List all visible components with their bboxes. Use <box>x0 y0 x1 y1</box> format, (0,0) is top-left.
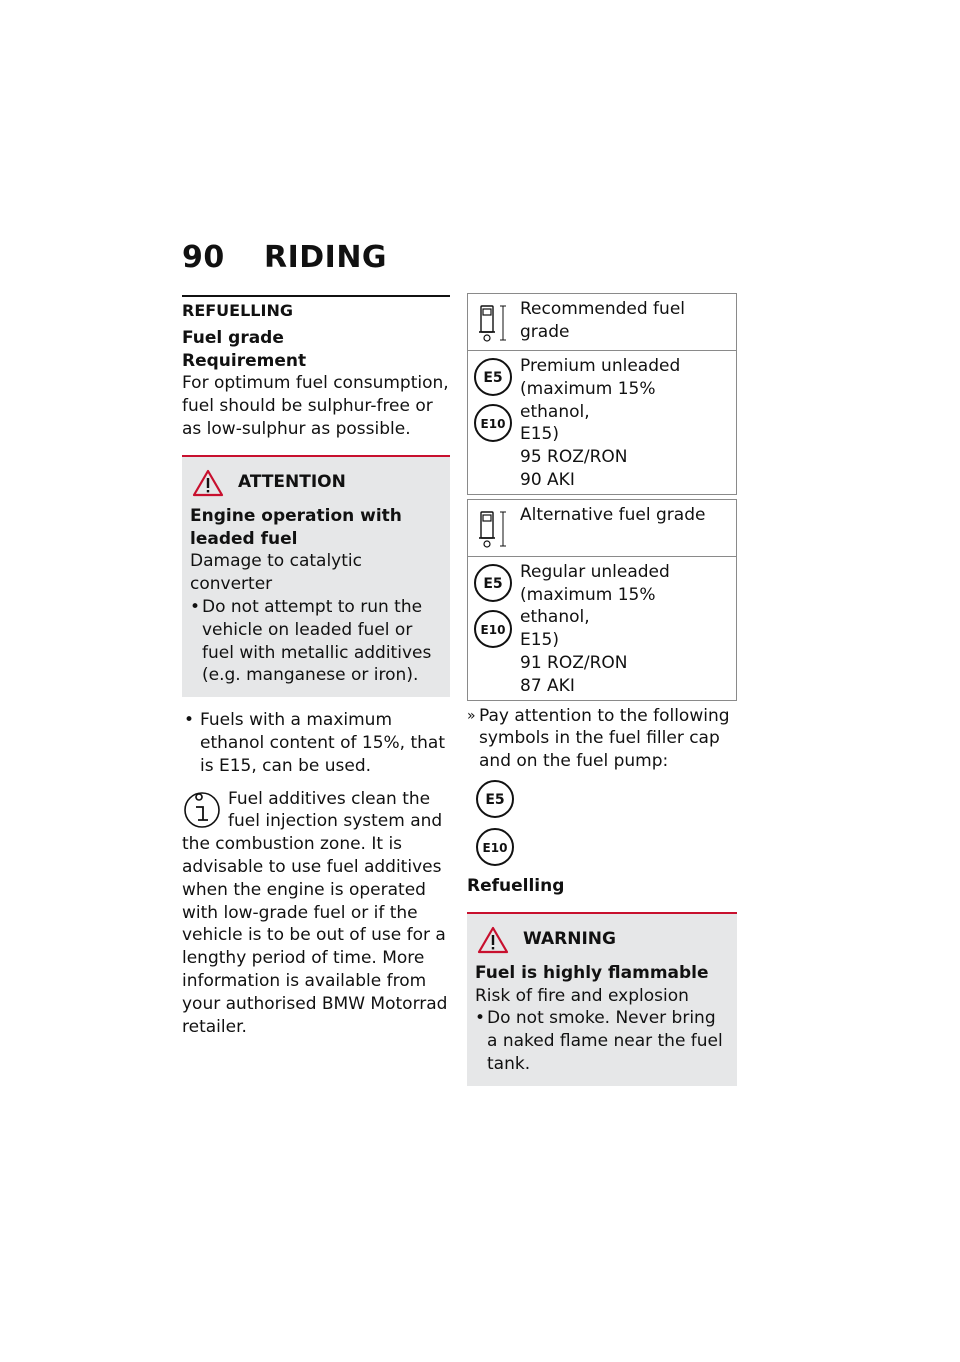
warning-triangle-icon <box>477 926 509 954</box>
requirement-label: Requirement <box>182 350 307 371</box>
spec-line: 87 AKI <box>520 675 575 696</box>
e10-badge-icon <box>473 403 513 443</box>
fuel-pump-icon <box>475 506 511 550</box>
warning-item: • Do not smoke. Never bring a naked flame near the fuel tank. <box>475 1007 729 1075</box>
spec-line: Premium unleaded <box>520 356 681 376</box>
e5-symbol-label: E5 <box>485 791 505 808</box>
spec-line: 95 ROZ/RON <box>520 447 628 468</box>
spec-line: 91 ROZ/RON <box>520 652 628 673</box>
chapter-title: RIDING <box>264 240 388 275</box>
right-column <box>467 293 737 1086</box>
alternative-fuel-table <box>467 499 737 701</box>
e10-symbol-icon <box>475 827 515 867</box>
attention-heading: Engine operation with leaded fuel <box>190 505 402 549</box>
section-title: REFUELLING <box>182 301 293 320</box>
attention-notice <box>182 455 450 697</box>
spec-line: 90 AKI <box>520 469 575 490</box>
recommended-heading: Recommended fuel grade <box>520 299 685 342</box>
fuel-pump-icon <box>475 300 511 344</box>
e5-badge-icon <box>473 357 513 397</box>
warning-label: WARNING <box>523 929 616 950</box>
warning-notice <box>467 912 737 1086</box>
info-text: Fuel additives clean the fuel injection system and the combustion zone. It is advisable to use fuel additives when the engine is operated with low-grade fuel or if the vehicle is to be out of use for a lengthy period of time. More information is available from your authorised BMW Motorrad retailer. <box>182 788 448 1037</box>
subsection-title: Fuel grade <box>182 327 284 348</box>
page-number: 90 <box>182 240 225 275</box>
attention-label: ATTENTION <box>238 472 346 493</box>
e10-symbol-label: E10 <box>482 840 508 855</box>
filler-cap-symbols <box>467 779 737 867</box>
info-icon <box>182 790 222 830</box>
info-note <box>182 788 450 1039</box>
page-header <box>182 240 387 275</box>
spec-line: (maximum 15% ethanol, <box>520 378 656 422</box>
warning-triangle-icon <box>192 469 224 497</box>
recommended-fuel-table <box>467 293 737 495</box>
svg-text:E5: E5 <box>483 575 503 592</box>
action-step: » Pay attention to the following symbols in the fuel filler cap and on the fuel pump: <box>467 705 737 773</box>
alternative-heading: Alternative fuel grade <box>520 504 706 525</box>
spec-line: (maximum 15% ethanol, <box>520 584 656 628</box>
svg-text:E10: E10 <box>480 417 506 431</box>
requirement-text: For optimum fuel consumption, fuel should be sulphur-free or as low-sulphur as possible. <box>182 373 449 439</box>
e10-badge-icon <box>473 609 513 649</box>
spec-line: E15) <box>520 630 560 651</box>
attention-item: • Do not attempt to run the vehicle on leaded fuel or fuel with metallic additives (e.g. manganese or iron). <box>190 596 442 687</box>
warning-heading: Fuel is highly flammable <box>475 962 709 983</box>
refuelling-heading: Refuelling <box>467 875 565 896</box>
attention-hazard: Damage to catalytic converter <box>190 551 362 595</box>
svg-text:E10: E10 <box>480 622 506 637</box>
svg-text:E5: E5 <box>483 370 503 386</box>
spec-line: Regular unleaded <box>520 561 670 582</box>
left-column <box>182 295 450 1038</box>
section-rule <box>182 295 450 297</box>
alternative-spec <box>518 557 736 700</box>
warning-hazard: Risk of fire and explosion <box>475 985 689 1006</box>
e5-badge-icon <box>473 563 513 603</box>
e5-symbol-icon <box>475 779 515 819</box>
recommended-spec <box>518 351 736 494</box>
spec-line: E15) <box>520 424 560 445</box>
ethanol-bullet: • Fuels with a maximum ethanol content of 15%, that is E15, can be used. <box>182 709 450 777</box>
